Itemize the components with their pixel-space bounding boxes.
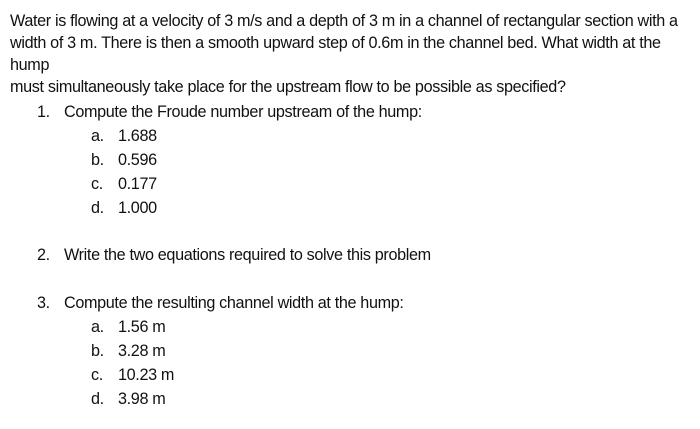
question-2-number: 2. [37, 246, 50, 264]
question-1-option-d [91, 197, 157, 219]
problem-line-3: must simultaneously take place for the upstream flow to be possible as specified? [10, 78, 566, 96]
option-value: 10.23 m [118, 366, 175, 384]
option-value: 1.688 [118, 127, 157, 145]
option-letter: b. [91, 342, 104, 360]
question-2 [37, 244, 431, 266]
option-letter: c. [91, 175, 103, 193]
question-1-option-a [91, 125, 157, 147]
question-1 [37, 101, 422, 123]
question-3-option-c [91, 364, 174, 386]
question-3-option-b [91, 340, 165, 362]
option-letter: a. [91, 127, 104, 145]
option-value: 3.28 m [118, 342, 166, 360]
problem-statement [10, 10, 690, 98]
option-letter: c. [91, 366, 103, 384]
question-3-text: Compute the resulting channel width at the hump: [64, 294, 404, 312]
problem-line-2: width of 3 m. There is then a smooth upward step of 0.6m in the channel bed. What width at the hump [10, 34, 661, 74]
question-1-number: 1. [37, 103, 50, 121]
question-1-option-c [91, 173, 157, 195]
question-3-number: 3. [37, 294, 50, 312]
question-3-option-a [91, 316, 165, 338]
option-letter: d. [91, 199, 104, 217]
question-2-text: Write the two equations required to solve this problem [64, 246, 431, 264]
option-value: 3.98 m [118, 390, 166, 408]
question-3-option-d [91, 388, 165, 410]
option-letter: b. [91, 151, 104, 169]
option-letter: a. [91, 318, 104, 336]
question-1-text: Compute the Froude number upstream of the hump: [64, 103, 422, 121]
question-1-option-b [91, 149, 157, 171]
option-letter: d. [91, 390, 104, 408]
option-value: 1.000 [118, 199, 157, 217]
problem-line-1: Water is flowing at a velocity of 3 m/s and a depth of 3 m in a channel of rectangular section with a [10, 12, 678, 30]
option-value: 0.177 [118, 175, 157, 193]
option-value: 1.56 m [118, 318, 166, 336]
question-3 [37, 292, 404, 314]
option-value: 0.596 [118, 151, 157, 169]
